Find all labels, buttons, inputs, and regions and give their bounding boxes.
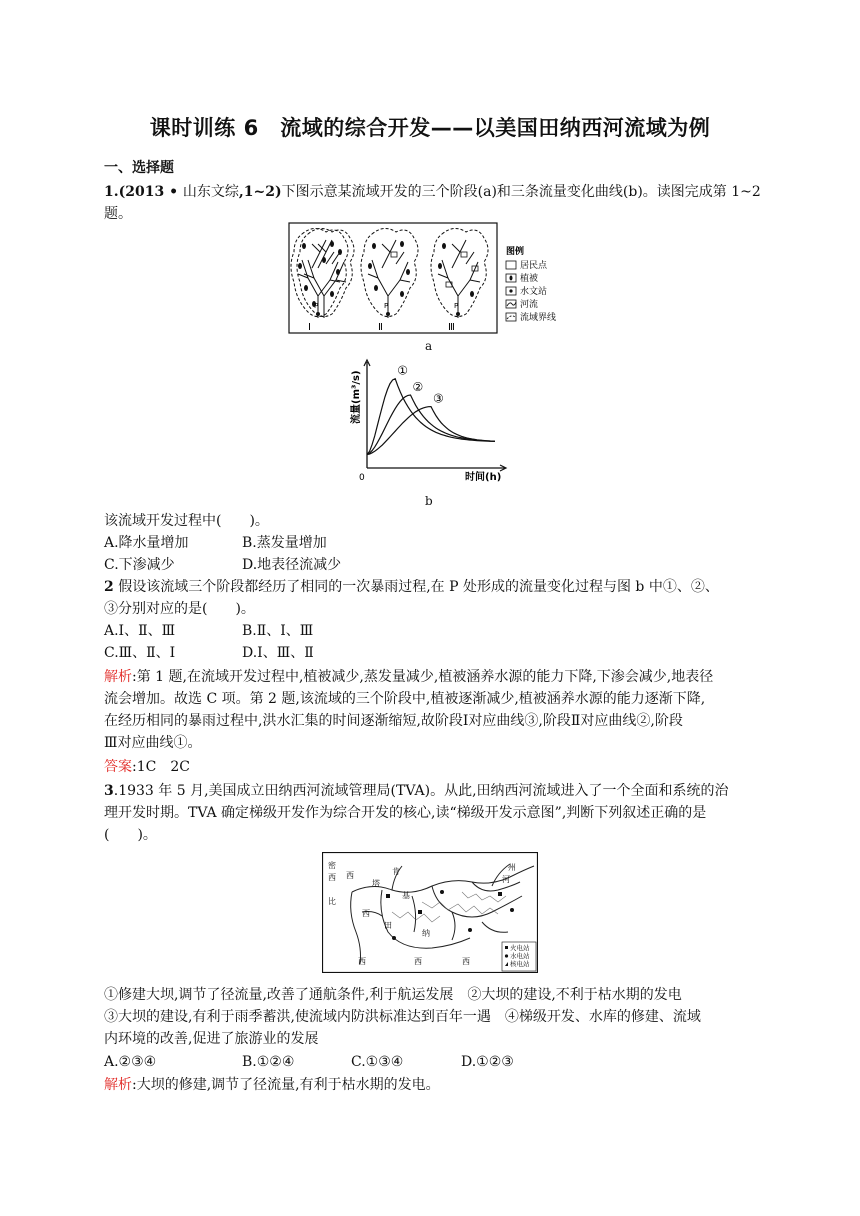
series-layer <box>367 364 495 455</box>
figure-b-caption: b <box>425 494 433 508</box>
figure-a-caption: a <box>425 339 433 353</box>
q1-question: 该流域开发过程中( )。 <box>104 513 269 529</box>
q3-option-b: B.①②④ <box>242 1054 295 1070</box>
analysis3-line <box>104 1074 440 1096</box>
answer1-line <box>104 756 190 778</box>
basin-boundary-icon <box>507 316 515 319</box>
q1-stem-line2: 题。 <box>104 206 132 222</box>
analysis1-text: :第 1 题,在流域开发过程中,植被减少,蒸发量减少,植被涵养水源的能力下降,下渗会减少,地表径 <box>132 669 714 685</box>
svg-text:比: 比 <box>328 897 336 906</box>
q1-source-region: 山东文综 <box>182 184 239 200</box>
q2-option-d: D.Ⅰ、Ⅲ、Ⅱ <box>242 645 314 661</box>
svg-text:田: 田 <box>384 921 392 930</box>
settlement-icon <box>506 261 516 269</box>
svg-text:肯: 肯 <box>392 867 400 876</box>
analysis3-label: 解析 <box>104 1077 132 1093</box>
svg-text:西: 西 <box>358 957 366 966</box>
legend-label: 河流 <box>520 300 539 310</box>
series-label-1: ① <box>397 363 408 378</box>
svg-text:塔: 塔 <box>372 879 380 888</box>
q2-text: 假设该流域三个阶段都经历了相同的一次暴雨过程,在 P 处形成的流量变化过程与图 b 中①、②、 <box>113 579 719 595</box>
q1-number: 1 <box>104 184 114 200</box>
section-heading: 一、选择题 <box>104 160 174 176</box>
analysis1-line2: 流会增加。故选 C 项。第 2 题,该流域的三个阶段中,植被逐渐减少,植被涵养水源的能力逐渐下降, <box>104 691 706 707</box>
map-legend-label: 水电站 <box>510 952 530 960</box>
q3-option-a: A.②③④ <box>104 1054 157 1070</box>
map-legend-label: 火电站 <box>510 944 530 952</box>
tennessee-river-cascade-map <box>322 852 538 973</box>
origin-label: 0 <box>359 473 365 483</box>
series-line-1 <box>367 379 495 455</box>
q1-source: .(2013 • <box>113 184 183 200</box>
series-label-2: ② <box>412 380 424 394</box>
svg-text:西: 西 <box>362 909 370 918</box>
q1-option-c: C.下渗减少 <box>104 557 175 573</box>
svg-text:纳: 纳 <box>422 929 430 938</box>
river-icon <box>507 302 516 306</box>
map-legend-label: 核电站 <box>510 960 530 968</box>
answer1-text: :1C 2C <box>132 759 190 775</box>
series-label-3: ③ <box>433 391 444 406</box>
map-legend <box>502 942 536 971</box>
legend-label: 居民点 <box>520 261 548 271</box>
page-title: 课时训练 6 流域的综合开发——以美国田纳西河流域为例 <box>149 116 711 140</box>
analysis1-line4: Ⅲ对应曲线①。 <box>104 735 202 751</box>
analysis1-label: 解析 <box>104 669 132 685</box>
q2-option-a: A.Ⅰ、Ⅱ、Ⅲ <box>104 623 176 639</box>
q1-option-d: D.地表径流减少 <box>242 557 342 573</box>
point-p-label: P <box>384 302 389 310</box>
svg-text:西: 西 <box>346 871 354 880</box>
stage-1-label: Ⅰ <box>308 322 311 333</box>
figure-a-basin-stages <box>288 222 588 337</box>
vegetation-icon <box>510 276 513 281</box>
stage-3-label: Ⅲ <box>448 322 455 333</box>
series-line-3 <box>367 407 495 455</box>
thermal-plant-icon <box>505 946 508 949</box>
q2-option-c: C.Ⅲ、Ⅱ、Ⅰ <box>104 645 176 661</box>
q3-statements-line1: ①修建大坝,调节了径流量,改善了通航条件,利于航运发展 ②大坝的建设,不利于枯水期的发电 <box>104 987 682 1003</box>
legend-label: 流域界线 <box>520 313 557 323</box>
figure-a-legend <box>506 245 556 323</box>
svg-text:西: 西 <box>328 873 336 882</box>
q1-stem-line1 <box>104 181 761 203</box>
legend-title: 图例 <box>506 247 525 257</box>
svg-text:密: 密 <box>328 861 336 870</box>
analysis1-line3: 在经历相同的暴雨过程中,洪水汇集的时间逐渐缩短,故阶段Ⅰ对应曲线③,阶段Ⅱ对应曲线②,阶段 <box>104 713 683 729</box>
q2-stem-line1 <box>104 576 719 598</box>
q1-option-b: B.蒸发量增加 <box>242 535 327 551</box>
legend-label: 水文站 <box>520 287 548 297</box>
svg-text:州: 州 <box>508 863 516 872</box>
svg-text:基: 基 <box>402 891 410 900</box>
y-axis-label: 流量(m³/s) <box>351 370 362 424</box>
q1-source-range: ,1~2) <box>238 184 282 200</box>
q3-statements-line3: 内环境的改善,促进了旅游业的发展 <box>104 1031 319 1047</box>
series-line-2 <box>367 395 495 455</box>
point-p-label: P <box>314 302 319 310</box>
hydropower-plant-icon <box>505 954 508 957</box>
analysis1-line1 <box>104 666 713 688</box>
analysis3-text: :大坝的修建,调节了径流量,有利于枯水期的发电。 <box>132 1077 440 1093</box>
svg-text:西: 西 <box>462 957 470 966</box>
svg-text:河: 河 <box>502 875 510 884</box>
q2-option-b: B.Ⅱ、Ⅰ、Ⅲ <box>242 623 314 639</box>
q1-stem-text: 下图示意某流域开发的三个阶段(a)和三条流量变化曲线(b)。读图完成第 1~2 <box>281 184 761 200</box>
q3-statements-line2: ③大坝的建设,有利于雨季蓄洪,使流域内防洪标准达到百年一遇 ④梯级开发、水库的修建、流域 <box>104 1009 701 1025</box>
basin-stage-3 <box>431 228 488 333</box>
q3-text: .1933 年 5 月,美国成立田纳西河流域管理局(TVA)。从此,田纳西河流域进入了一个全面和系统的治 <box>113 783 729 799</box>
q2-number: 2 <box>104 579 114 595</box>
basin-stage-2 <box>361 228 418 333</box>
q3-stem-line1 <box>104 780 729 802</box>
hydrological-station-icon <box>509 289 512 292</box>
q3-stem-line3: ( )。 <box>104 827 157 843</box>
q1-option-a: A.降水量增加 <box>104 535 189 551</box>
q3-option-d: D.①②③ <box>461 1054 514 1070</box>
q3-stem-line2: 理开发时期。TVA 确定梯级开发作为综合开发的核心,读“梯级开发示意图”,判断下列叙述正确的是 <box>104 805 707 821</box>
x-axis-label: 时间(h) <box>465 472 502 483</box>
q3-number: 3 <box>104 783 114 799</box>
stage-2-label: Ⅱ <box>378 322 383 333</box>
answer1-label: 答案 <box>104 759 132 775</box>
point-p-label: P <box>454 302 459 310</box>
q3-option-c: C.①③④ <box>351 1054 404 1070</box>
q2-stem-line2: ③分别对应的是( )。 <box>104 601 255 617</box>
figure-b-flow-chart <box>345 356 515 484</box>
svg-text:西: 西 <box>414 957 422 966</box>
legend-label: 植被 <box>520 274 539 284</box>
